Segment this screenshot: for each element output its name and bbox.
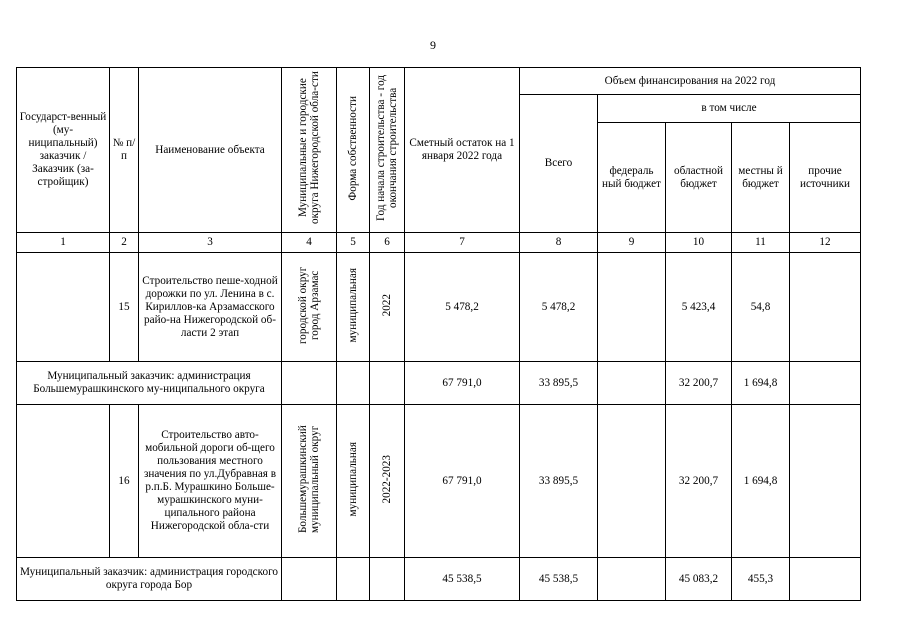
header-years — [370, 68, 405, 233]
ownership-text: муниципальная — [347, 267, 359, 343]
other-value — [790, 253, 861, 362]
header-including: в том числе — [598, 95, 861, 123]
years-cell — [370, 405, 405, 558]
column-number: 5 — [337, 233, 370, 253]
column-number: 12 — [790, 233, 861, 253]
header-federal: федераль ный бюджет — [598, 123, 666, 233]
estimate-value: 67 791,0 — [405, 405, 520, 558]
column-number: 3 — [139, 233, 282, 253]
district-text: городской округ город Арзамас — [297, 266, 321, 344]
regional-value: 32 200,7 — [666, 405, 732, 558]
other-value — [790, 558, 861, 601]
regional-value: 45 083,2 — [666, 558, 732, 601]
customer-row — [17, 362, 861, 405]
column-number-row — [17, 233, 861, 253]
column-number: 8 — [520, 233, 598, 253]
header-estimate: Сметный остаток на 1 января 2022 года — [405, 68, 520, 233]
row-number: 16 — [110, 405, 139, 558]
header-ownership — [337, 68, 370, 233]
regional-value: 5 423,4 — [666, 253, 732, 362]
federal-value — [598, 253, 666, 362]
header-customer: Государст-венный (му-ниципальный) заказчик / Заказчик (за-стройщик) — [17, 68, 110, 233]
total-value: 33 895,5 — [520, 362, 598, 405]
header-number: № п/п — [110, 68, 139, 233]
district-cell — [282, 405, 337, 558]
federal-value — [598, 405, 666, 558]
local-value: 1 694,8 — [732, 362, 790, 405]
ownership-text: муниципальная — [347, 441, 359, 517]
customer-label: Муниципальный заказчик: администрация Большемурашкинского му-ниципального округа — [17, 362, 282, 405]
estimate-value: 5 478,2 — [405, 253, 520, 362]
header-local: местны й бюджет — [732, 123, 790, 233]
header-object-name: Наименование объекта — [139, 68, 282, 233]
district-cell-empty — [282, 558, 337, 601]
district-cell-empty — [282, 362, 337, 405]
ownership-cell — [337, 405, 370, 558]
financing-table — [16, 67, 861, 601]
header-regional: областной бюджет — [666, 123, 732, 233]
years-cell — [370, 253, 405, 362]
object-name: Строительство пеше-ходной дорожки по ул. Ленина в с. Кириллов-ка Арзамасского райо-на Нижегородской об-ласти 2 этап — [139, 253, 282, 362]
column-number: 11 — [732, 233, 790, 253]
total-value: 45 538,5 — [520, 558, 598, 601]
header-ownership-text: Форма собственности — [347, 95, 359, 201]
header-years-text: Год начала строительства - год окончания строительства — [375, 74, 399, 222]
total-value: 5 478,2 — [520, 253, 598, 362]
district-text: Большемурашкинский муниципальный округ — [297, 425, 321, 533]
table-row — [17, 405, 861, 558]
header-total: Всего — [520, 95, 598, 233]
customer-row — [17, 558, 861, 601]
column-number: 6 — [370, 233, 405, 253]
regional-value: 32 200,7 — [666, 362, 732, 405]
column-number: 10 — [666, 233, 732, 253]
header-district — [282, 68, 337, 233]
total-value: 33 895,5 — [520, 405, 598, 558]
page-number: 9 — [430, 38, 436, 52]
federal-value — [598, 362, 666, 405]
customer-label: Муниципальный заказчик: администрация городского округа города Бор — [17, 558, 282, 601]
column-number: 9 — [598, 233, 666, 253]
district-cell — [282, 253, 337, 362]
row-number: 15 — [110, 253, 139, 362]
local-value: 54,8 — [732, 253, 790, 362]
header-other: прочие источники — [790, 123, 861, 233]
customer-cell-empty — [17, 253, 110, 362]
column-number: 1 — [17, 233, 110, 253]
local-value: 455,3 — [732, 558, 790, 601]
federal-value — [598, 558, 666, 601]
table-row — [17, 253, 861, 362]
years-text: 2022 — [381, 293, 393, 317]
other-value — [790, 362, 861, 405]
years-cell-empty — [370, 558, 405, 601]
header-funding-group: Объем финансирования на 2022 год — [520, 68, 861, 95]
column-number: 4 — [282, 233, 337, 253]
estimate-value: 45 538,5 — [405, 558, 520, 601]
ownership-cell-empty — [337, 558, 370, 601]
ownership-cell-empty — [337, 362, 370, 405]
customer-cell-empty — [17, 405, 110, 558]
years-text: 2022-2023 — [381, 454, 393, 504]
header-district-text: Муниципальные и городские округа Нижегородской обла-сти — [297, 71, 321, 225]
estimate-value: 67 791,0 — [405, 362, 520, 405]
ownership-cell — [337, 253, 370, 362]
column-number: 2 — [110, 233, 139, 253]
years-cell-empty — [370, 362, 405, 405]
column-number: 7 — [405, 233, 520, 253]
object-name: Строительство авто-мобильной дороги об-щего пользования местного значения по ул.Дубравная в р.п.Б. Мурашкино Больше-мурашкинского муни-ципального района Нижегородской обла-сти — [139, 405, 282, 558]
other-value — [790, 405, 861, 558]
local-value: 1 694,8 — [732, 405, 790, 558]
